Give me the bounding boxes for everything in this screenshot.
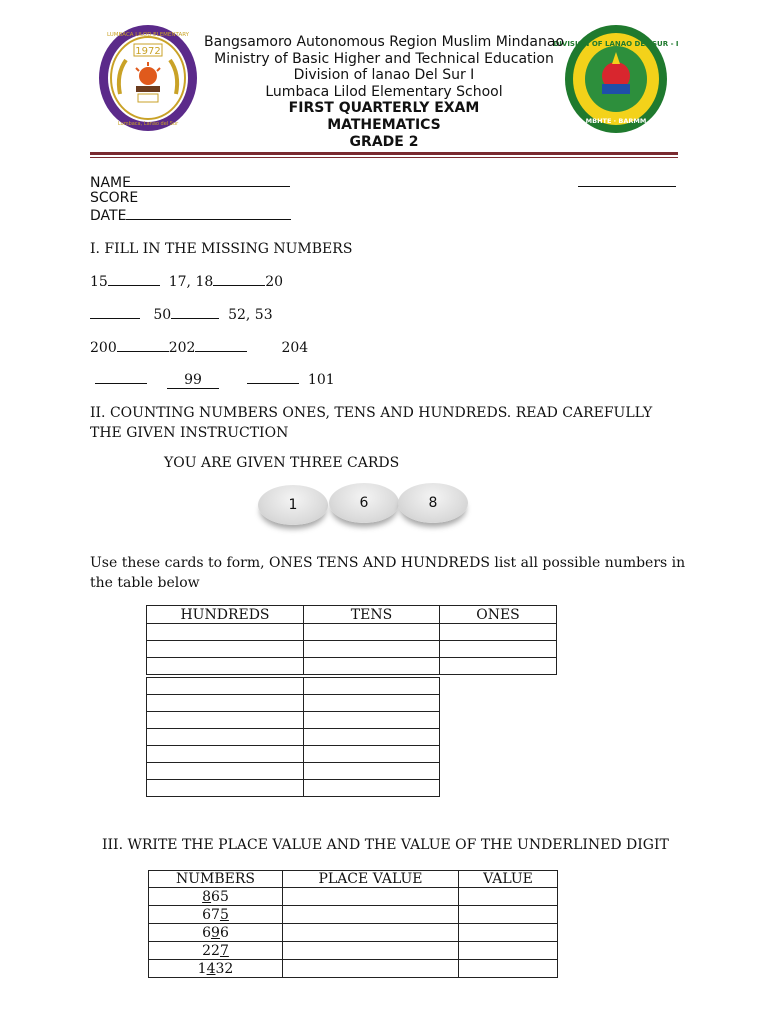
col-numbers: NUMBERS [149,871,283,888]
col-value: VALUE [459,871,558,888]
header-divider-thin [90,157,678,158]
section2-title: II. COUNTING NUMBERS ONES, TENS AND HUNDREDS. READ CAREFULLY THE GIVEN INSTRUCTION [90,405,653,441]
name-field[interactable] [90,174,290,191]
table-cell[interactable] [304,729,440,746]
svg-text:Lumbaca, Lanao del Sur: Lumbaca, Lanao del Sur [117,121,179,127]
blank[interactable] [90,306,140,319]
table-cell[interactable] [147,763,304,780]
table-cell[interactable] [459,960,558,978]
table-cell[interactable] [304,712,440,729]
blank[interactable] [171,306,219,319]
table-cell[interactable] [147,780,304,797]
table-cell[interactable] [304,624,440,641]
table-cell[interactable] [283,924,459,942]
blank[interactable] [108,273,160,286]
underlined-digit: 7 [219,942,229,959]
table-cell[interactable] [304,746,440,763]
table-cell[interactable] [147,624,304,641]
header-line-region: Bangsamoro Autonomous Region Muslim Mindanao [203,34,565,50]
underlined-digit: 4 [206,960,216,977]
col-ones: ONES [440,606,557,624]
number-cell: 227 [149,942,283,960]
number-card-6: 6 [329,483,399,523]
header-line-exam: FIRST QUARTERLY EXAM [288,100,480,117]
table-cell[interactable] [459,906,558,924]
table-cell[interactable] [304,780,440,797]
number-card-8: 8 [398,483,468,523]
table-cell[interactable] [283,906,459,924]
date-label: DATE [90,208,127,224]
fill-row-4: 99 101 [95,371,335,389]
place-value-table-continued [146,677,440,797]
number-cell: 675 [149,906,283,924]
table-cell[interactable] [283,888,459,906]
table-cell[interactable] [147,712,304,729]
exam-header [198,34,570,150]
underlined-digit: 9 [211,924,220,941]
header-divider [90,152,678,155]
table-cell[interactable] [147,695,304,712]
table-cell[interactable] [459,888,558,906]
table-cell[interactable] [440,658,557,675]
underlined-digit: 5 [219,906,229,923]
blank[interactable] [117,339,169,352]
header-line-subject: MATHEMATICS [327,116,441,133]
name-label: NAME [90,175,131,191]
table-cell[interactable] [147,641,304,658]
col-place-value: PLACE VALUE [283,871,459,888]
score-blank-line[interactable] [578,186,676,187]
svg-text:MBHTE · BARMM: MBHTE · BARMM [585,117,647,125]
col-hundreds: HUNDREDS [147,606,304,624]
table-cell[interactable] [459,942,558,960]
number-card-1: 1 [258,485,328,525]
fill-row-2: 50 52, 53 [90,306,273,323]
score-field[interactable]: SCORE [90,190,139,206]
table-cell[interactable] [459,924,558,942]
header-line-school: Lumbaca Lilod Elementary School [265,83,503,100]
blank[interactable] [195,339,247,352]
number-cell: 865 [149,888,283,906]
table-cell[interactable] [147,729,304,746]
fill-row-1: 15 17, 18 20 [90,274,284,290]
section1-title: I. FILL IN THE MISSING NUMBERS [90,241,353,257]
table-cell[interactable] [283,942,459,960]
table-cell[interactable] [440,624,557,641]
blank[interactable] [247,371,299,384]
underlined-digit: 8 [202,888,212,905]
col-tens: TENS [304,606,440,624]
number-cell: 1432 [149,960,283,978]
given-cards-text: YOU ARE GIVEN THREE CARDS [164,455,400,471]
fill-row-3: 200 202 204 [90,340,309,356]
table-cell[interactable] [304,695,440,712]
logo-year: 1972 [135,46,161,57]
svg-text:LUMBACA LILOD ELEMENTARY: LUMBACA LILOD ELEMENTARY [106,32,190,38]
table-cell[interactable] [147,746,304,763]
table-cell[interactable] [147,658,304,675]
place-value-table [146,605,557,675]
section2-instructions: Use these cards to form, ONES TENS AND HUNDREDS list all possible numbers in the table below [90,555,686,591]
table-cell[interactable] [304,678,440,695]
section3-title: III. WRITE THE PLACE VALUE AND THE VALUE OF THE UNDERLINED DIGIT [102,837,669,853]
number-cell: 696 [149,924,283,942]
underlined-digit-table [148,870,558,978]
blank[interactable] [95,371,147,384]
header-line-ministry: Ministry of Basic Higher and Technical Education [214,50,554,67]
table-cell[interactable] [304,658,440,675]
header-line-grade: GRADE 2 [349,133,419,150]
table-cell[interactable] [304,641,440,658]
header-line-division: Division of lanao Del Sur I [293,67,475,84]
table-cell[interactable] [304,763,440,780]
table-cell[interactable] [283,960,459,978]
table-cell[interactable] [147,678,304,695]
date-field[interactable] [90,207,291,224]
table-cell[interactable] [440,641,557,658]
svg-text:DIVISION OF LANAO DEL SUR - I: DIVISION OF LANAO DEL SUR - I [553,40,679,48]
blank[interactable] [213,273,265,286]
